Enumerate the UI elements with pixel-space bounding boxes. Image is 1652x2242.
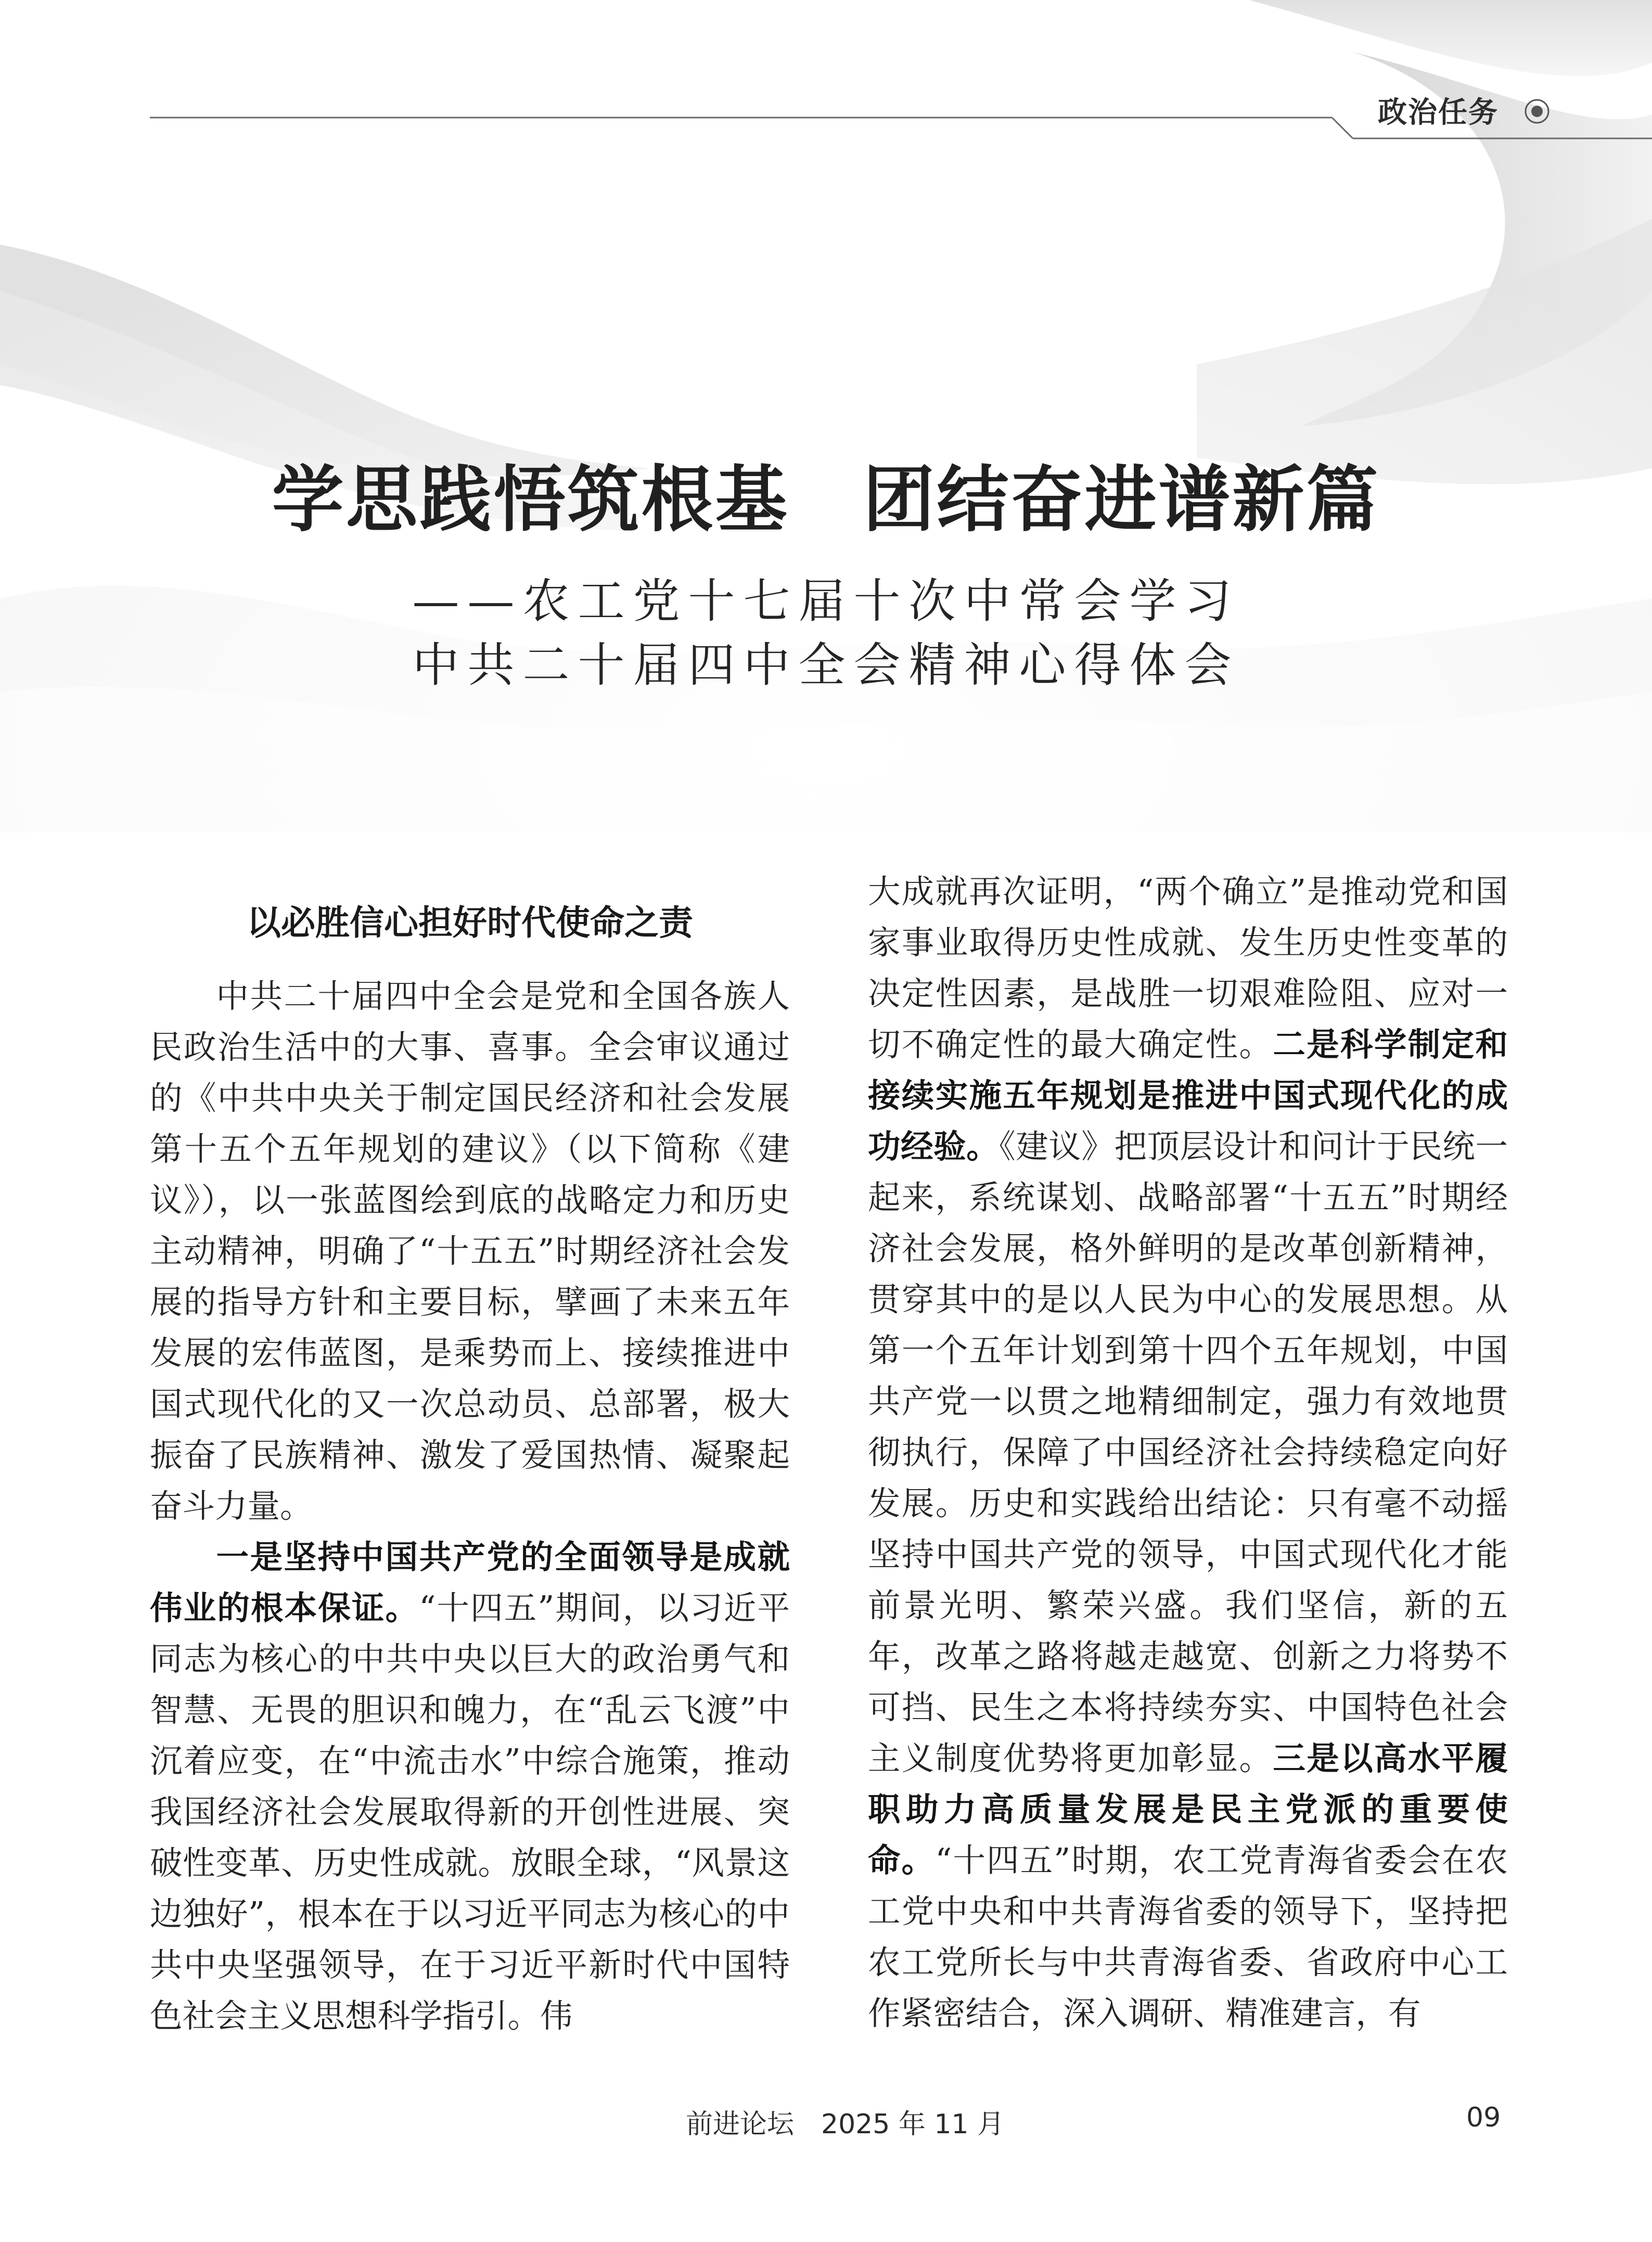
paragraph-continued (868, 866, 1508, 2039)
page-number: 09 (1466, 2102, 1501, 2133)
paragraph-intro (150, 971, 790, 1532)
page-title: 学思践悟筑根基 团结奋进谱新篇 (272, 458, 1380, 542)
target-icon (1523, 98, 1551, 125)
paragraph-point-one (150, 1532, 790, 2042)
point-two-heading: 二是科学制定和接续实施五年规划是推进中国式现代化的成功经验。 (868, 1026, 1508, 1165)
point-one-heading: 一是坚持中国共产党的全面领导是成就伟业的根本保证。 (150, 1538, 790, 1627)
subtitle-line-1: ——农工党十七届十次中常会学习 (412, 574, 1240, 629)
footer-date: 2025 年 11 月 (821, 2109, 1005, 2140)
point-two-text: 《建议》把顶层设计和问计于民统一起来，系统谋划、战略部署“十五五”时期经济社会发展，格外鲜明的是改革创新精神，贯穿其中的是以人民为中心的发展思想。从第一个五年计划到第十四个五年规划，中国共产党一以贯之地精细制定，强力有效地贯彻执行，保障了中国经济社会持续稳定向好发展。历史和实践给出结论：只有毫不动摇坚持中国共产党的领导，中国式现代化才能前景光明、繁荣兴盛。我们坚信，新的五年，改革之路将越走越宽、创新之力将势不可挡、民生之本将持续夯实、中国特色社会主义制度优势将更加彰显。 (868, 1128, 1508, 1777)
continued-text: 大成就再次证明，“两个确立”是推动党和国家事业取得历史性成就、发生历史性变革的决定性因素，是战胜一切艰难险阻、应对一切不确定性的最大确定性。 (868, 873, 1508, 1064)
point-three-text: “十四五”时期，农工党青海省委会在农工党中央和中共青海省委的领导下，坚持把农工党所长与中共青海省委、省政府中心工作紧密结合，深入调研、精准建言，有 (868, 1841, 1508, 2032)
footer-journal-name: 前进论坛 (686, 2109, 795, 2140)
point-one-text: “十四五”期间，以习近平同志为核心的中共中央以巨大的政治勇气和智慧、无畏的胆识和魄力，在“乱云飞渡”中沉着应变，在“中流击水”中综合施策，推动我国经济社会发展取得新的开创性进展、突破性变革、历史性成就。放眼全球，“风景这边独好”，根本在于以习近平同志为核心的中共中央坚强领导，在于习近平新时代中国特色社会主义思想科学指引。伟 (150, 1589, 790, 2035)
section-label: 政治任务 (1378, 96, 1499, 130)
left-column (150, 971, 790, 2042)
header-divider (0, 0, 1652, 156)
right-column (868, 866, 1508, 2039)
subtitle-line-2: 中共二十届四中全会精神心得体会 (412, 638, 1240, 693)
section-heading: 以必胜信心担好时代使命之责 (247, 903, 693, 943)
paragraph-intro-text: 中共二十届四中全会是党和全国各族人民政治生活中的大事、喜事。全会审议通过的《中共中央关于制定国民经济和社会发展第十五个五年规划的建议》（以下简称《建议》），以一张蓝图绘到底的战略定力和历史主动精神，明确了“十五五”时期经济社会发展的指导方针和主要目标，擘画了未来五年发展的宏伟蓝图，是乘势而上、接续推进中国式现代化的又一次总动员、总部署，极大振奋了民族精神、激发了爱国热情、凝聚起奋斗力量。 (150, 977, 790, 1525)
point-three-heading: 三是以高水平履职助力高质量发展是民主党派的重要使命。 (868, 1739, 1508, 1879)
